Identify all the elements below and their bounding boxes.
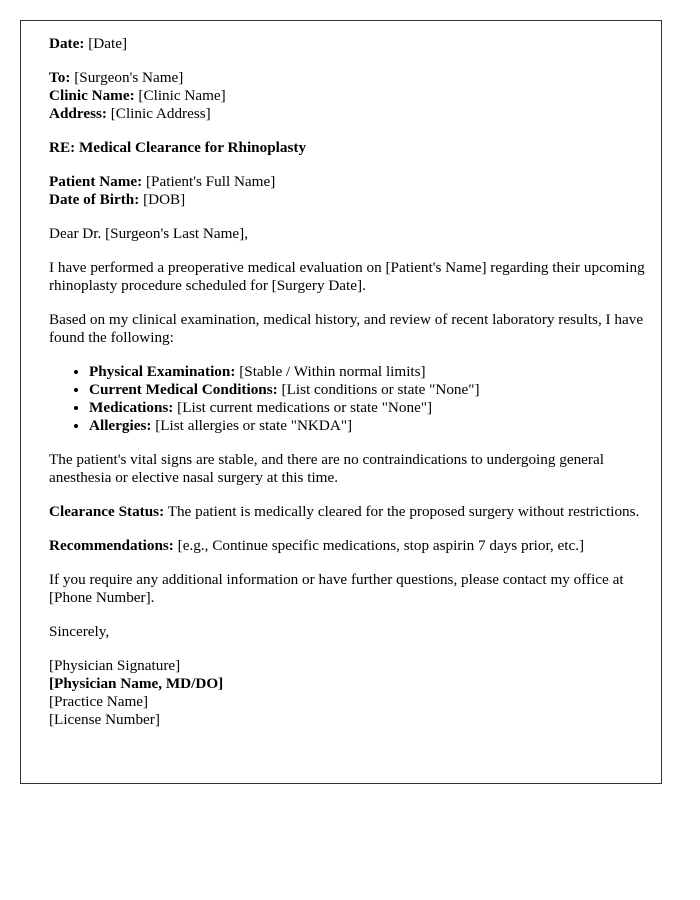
findings-list (49, 363, 661, 435)
clearance-label: Clearance Status: (49, 503, 165, 520)
salutation: Dear Dr. [Surgeon's Last Name], (49, 225, 248, 242)
dob-label: Date of Birth: (49, 191, 140, 208)
list-item (89, 381, 661, 399)
recommendations-value: [e.g., Continue specific medications, stop aspirin 7 days prior, etc.] (177, 537, 585, 554)
paragraph-evaluation: I have performed a preoperative medical evaluation on [Patient's Name] regarding their upcoming rhinoplasty procedure scheduled for [Surgery Date]. (49, 259, 645, 294)
list-item (89, 363, 661, 381)
dob-value: [DOB] (143, 191, 186, 208)
finding-value: [List conditions or state "None"] (281, 381, 480, 398)
clinic-value: [Clinic Name] (138, 87, 226, 104)
clearance-value: The patient is medically cleared for the proposed surgery without restrictions. (167, 503, 640, 520)
recommendations-label: Recommendations: (49, 537, 174, 554)
finding-label: Current Medical Conditions: (89, 381, 278, 398)
finding-label: Physical Examination: (89, 363, 236, 380)
closing: Sincerely, (49, 623, 110, 640)
clinic-label: Clinic Name: (49, 87, 135, 104)
finding-value: [List current medications or state "None"] (177, 399, 433, 416)
physician-name: [Physician Name, MD/DO] (49, 675, 224, 692)
recommendations (49, 537, 661, 555)
finding-label: Medications: (89, 399, 174, 416)
letter-document (20, 20, 662, 784)
address-label: Address: (49, 105, 107, 122)
paragraph-vitals: The patient's vital signs are stable, and there are no contraindications to undergoing general anesthesia or elective nasal surgery at this time. (49, 451, 604, 486)
date-value: [Date] (88, 35, 128, 52)
to-value: [Surgeon's Name] (74, 69, 184, 86)
date-line (49, 35, 661, 53)
date-label: Date: (49, 35, 85, 52)
patient-block (49, 173, 661, 209)
subject: RE: Medical Clearance for Rhinoplasty (49, 139, 307, 156)
recipient-block (49, 69, 661, 123)
clearance-status (49, 503, 661, 521)
patient-name-label: Patient Name: (49, 173, 143, 190)
finding-value: [List allergies or state "NKDA"] (155, 417, 353, 434)
address-value: [Clinic Address] (110, 105, 211, 122)
list-item (89, 399, 661, 417)
license-number: [License Number] (49, 711, 160, 728)
patient-name-value: [Patient's Full Name] (146, 173, 276, 190)
paragraph-contact: If you require any additional information or have further questions, please contact my office at [Phone Number]. (49, 571, 624, 606)
signature-block (49, 657, 661, 729)
paragraph-findings-intro: Based on my clinical examination, medical history, and review of recent laboratory results, I have found the following: (49, 311, 644, 346)
subject-line (49, 139, 661, 157)
physician-signature: [Physician Signature] (49, 657, 181, 674)
finding-label: Allergies: (89, 417, 152, 434)
finding-value: [Stable / Within normal limits] (239, 363, 426, 380)
to-label: To: (49, 69, 71, 86)
list-item (89, 417, 661, 435)
practice-name: [Practice Name] (49, 693, 149, 710)
